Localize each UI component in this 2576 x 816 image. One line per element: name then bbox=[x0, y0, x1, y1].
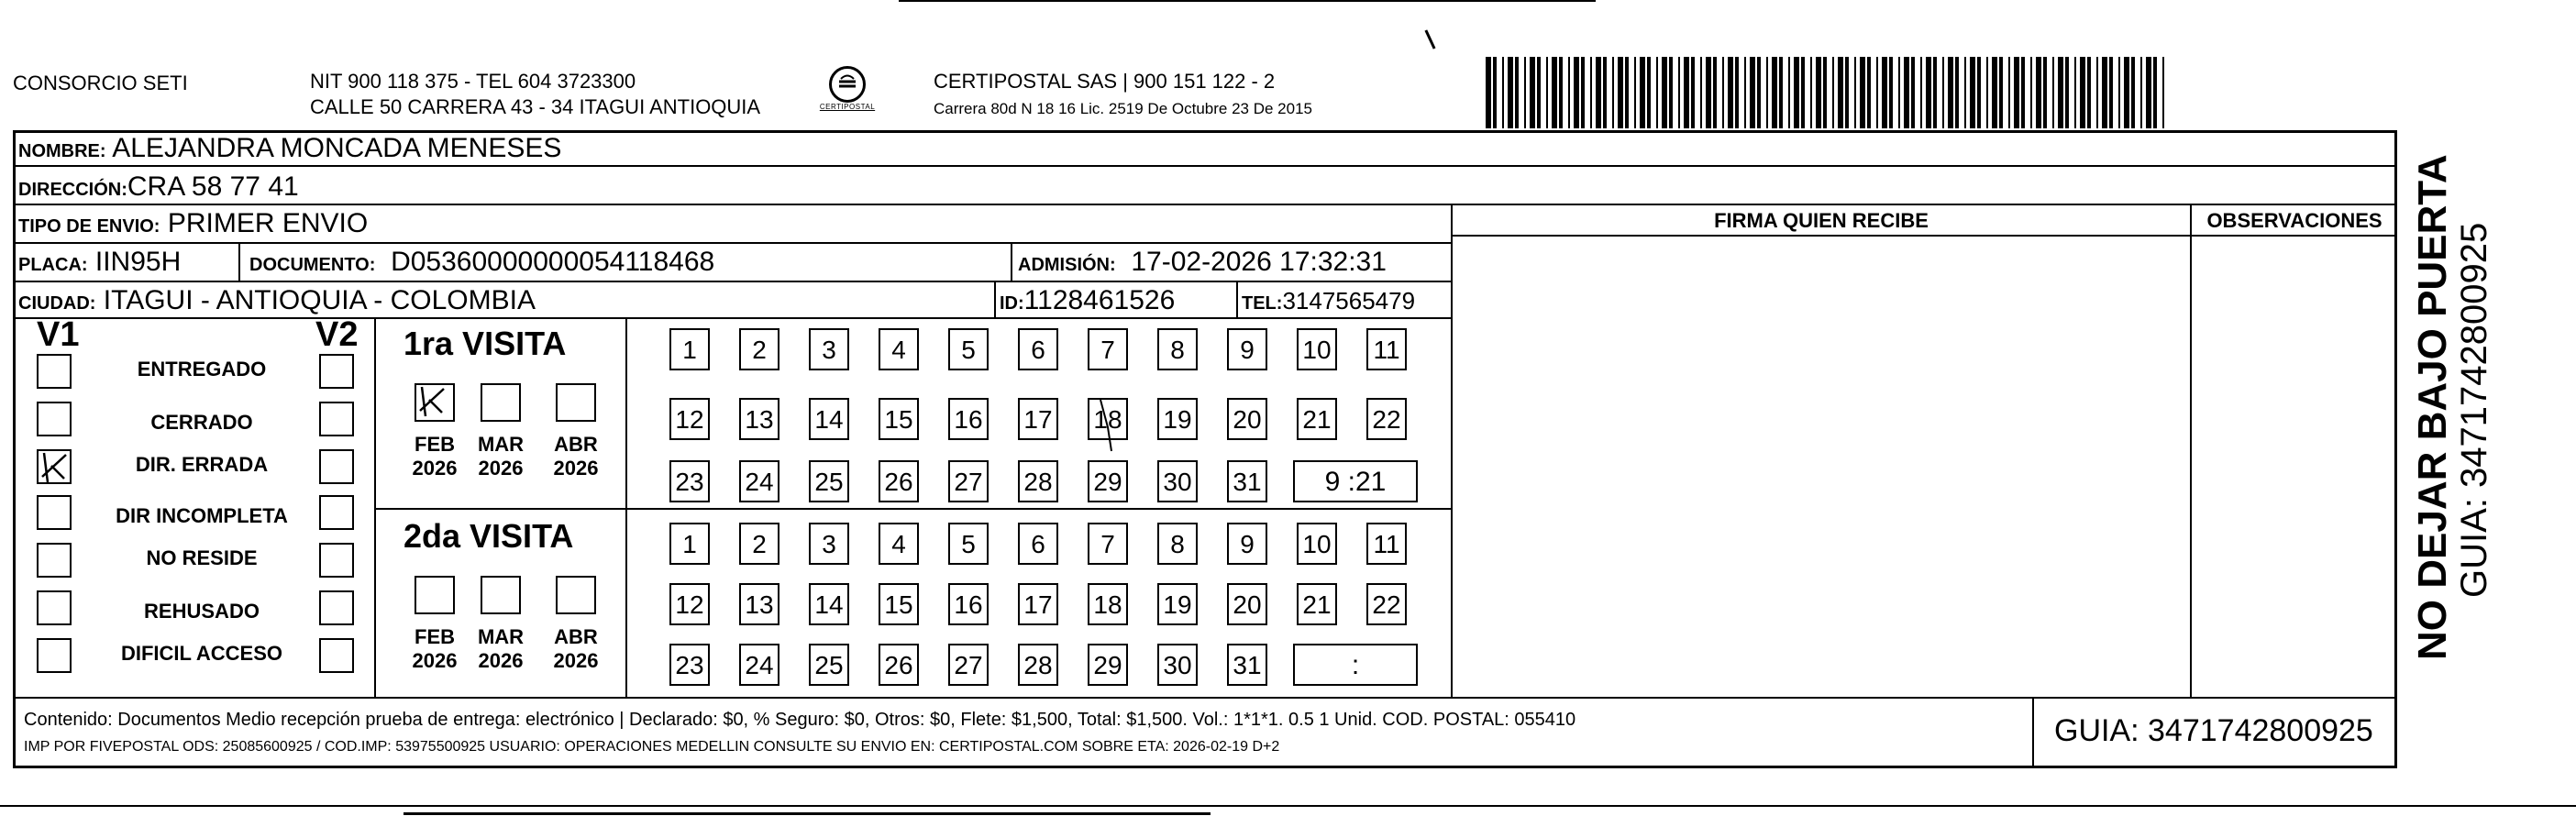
barcode-bar bbox=[1493, 57, 1497, 128]
barcode-bar bbox=[1750, 57, 1755, 128]
content-summary: Contenido: Documentos Medio recepción prueba de entrega: electrónico | Declarado: $0, % Seguro: $0, Otros: $0, Flete: $1,500, Total: $1,500. Vol.: 1*1*1. 0.5 1 Unid. COD. POSTAL: 055410 bbox=[24, 710, 1576, 730]
admision-value: 17-02-2026 17:32:31 bbox=[1131, 247, 1387, 277]
barcode-bar bbox=[1977, 57, 1981, 128]
v2-checkbox[interactable] bbox=[319, 638, 354, 673]
day-box[interactable]: 23 bbox=[669, 644, 710, 686]
barcode-bar bbox=[1876, 57, 1878, 128]
barcode-bar bbox=[1713, 57, 1717, 128]
barcode-bar bbox=[1772, 57, 1777, 128]
day-box[interactable]: 20 bbox=[1227, 398, 1267, 440]
day-box[interactable]: 15 bbox=[879, 398, 919, 440]
guia-number: GUIA: 3471742800925 bbox=[2054, 713, 2373, 748]
day-box[interactable]: 19 bbox=[1157, 583, 1198, 625]
barcode-bar bbox=[1845, 57, 1849, 128]
row-divider bbox=[13, 204, 2397, 205]
barcode-bar bbox=[1898, 57, 1900, 128]
barcode-bar bbox=[1581, 57, 1585, 128]
barcode-bar bbox=[1568, 57, 1570, 128]
barcode-bar bbox=[1810, 57, 1812, 128]
ciudad-value: ITAGUI - ANTIOQUIA - COLOMBIA bbox=[103, 285, 536, 315]
barcode-bar bbox=[2146, 57, 2151, 128]
barcode-bar bbox=[2030, 57, 2032, 128]
day-box[interactable]: 12 bbox=[669, 398, 710, 440]
scan-edge bbox=[0, 805, 2576, 807]
placa-field: PLACA: IIN95H bbox=[18, 247, 182, 277]
day-box[interactable]: 19 bbox=[1157, 398, 1198, 440]
observaciones-header: OBSERVACIONES bbox=[2206, 209, 2383, 232]
barcode-bar bbox=[1794, 57, 1799, 128]
nit-line: NIT 900 118 375 - TEL 604 3723300 bbox=[310, 70, 636, 93]
month-checkbox[interactable] bbox=[415, 383, 455, 422]
month-label bbox=[464, 625, 537, 673]
admision-field: ADMISIÓN: 17-02-2026 17:32:31 bbox=[1018, 247, 1387, 277]
tel-field: TEL:3147565479 bbox=[1242, 287, 1416, 314]
barcode-bar bbox=[2096, 57, 2098, 128]
day-box[interactable]: 22 bbox=[1366, 398, 1407, 440]
documento-field: DOCUMENTO: D05360000000054118468 bbox=[249, 247, 715, 277]
barcode-bar bbox=[1515, 57, 1519, 128]
placa-value: IIN95H bbox=[94, 247, 182, 277]
month-year: 2026 bbox=[412, 649, 458, 672]
barcode-bar bbox=[1618, 57, 1623, 128]
day-box[interactable]: 5 bbox=[948, 523, 989, 565]
barcode-bar bbox=[1559, 57, 1563, 128]
day-box[interactable]: 3 bbox=[809, 523, 849, 565]
month-name: FEB bbox=[415, 625, 455, 648]
v1-checkbox[interactable] bbox=[37, 590, 72, 625]
v2-checkbox[interactable] bbox=[319, 543, 354, 578]
barcode-bar bbox=[1854, 57, 1856, 128]
month-checkbox[interactable] bbox=[556, 383, 596, 422]
day-box[interactable]: 20 bbox=[1227, 583, 1267, 625]
barcode-bar bbox=[1999, 57, 2003, 128]
month-label bbox=[539, 433, 613, 480]
day-box[interactable]: 30 bbox=[1157, 644, 1198, 686]
barcode-bar bbox=[1926, 57, 1931, 128]
nombre-field: NOMBRE: ALEJANDRA MONCADA MENESES bbox=[18, 133, 562, 163]
id-value: 1128461526 bbox=[1023, 285, 1176, 315]
scan-edge bbox=[899, 0, 1596, 2]
barcode-bar bbox=[1744, 57, 1746, 128]
day-box[interactable]: 8 bbox=[1157, 328, 1198, 370]
barcode-bar bbox=[1552, 57, 1557, 128]
day-box[interactable]: 15 bbox=[879, 583, 919, 625]
scan-edge bbox=[404, 812, 1211, 815]
barcode-bar bbox=[1700, 57, 1702, 128]
day-box[interactable]: 2 bbox=[739, 523, 779, 565]
barcode-bar bbox=[1942, 57, 1944, 128]
barcode-bar bbox=[1508, 57, 1513, 128]
tel-value: 3147565479 bbox=[1282, 287, 1416, 314]
day-box[interactable]: 3 bbox=[809, 328, 849, 370]
barcode-bar bbox=[1684, 57, 1689, 128]
certipostal-logo: CERTIPOSTAL bbox=[811, 66, 884, 111]
month-label bbox=[539, 625, 613, 673]
status-label: DIR. ERRADA bbox=[135, 453, 269, 476]
barcode-bar bbox=[1816, 57, 1821, 128]
month-checkbox[interactable] bbox=[481, 576, 521, 614]
month-year: 2026 bbox=[478, 649, 524, 672]
month-name: ABR bbox=[554, 625, 598, 648]
barcode-bar bbox=[1970, 57, 1975, 128]
v2-checkbox[interactable] bbox=[319, 590, 354, 625]
barcode-bar bbox=[1948, 57, 1953, 128]
v1-checkbox[interactable] bbox=[37, 449, 72, 484]
day-box[interactable]: 6 bbox=[1018, 523, 1058, 565]
day-box[interactable]: 13 bbox=[739, 583, 779, 625]
barcode-bar bbox=[1596, 57, 1601, 128]
day-box[interactable]: 2 bbox=[739, 328, 779, 370]
day-box[interactable]: 1 bbox=[669, 523, 710, 565]
ciudad-field: CIUDAD: ITAGUI - ANTIOQUIA - COLOMBIA bbox=[18, 285, 536, 315]
status-label: REHUSADO bbox=[144, 600, 260, 623]
barcode-bar bbox=[2036, 57, 2041, 128]
barcode-bar bbox=[1986, 57, 1988, 128]
visit-1-title: 1ra VISITA bbox=[404, 325, 567, 362]
barcode-bar bbox=[1964, 57, 1966, 128]
barcode-bar bbox=[2102, 57, 2107, 128]
v1-checkbox[interactable] bbox=[37, 543, 72, 578]
id-field: ID:1128461526 bbox=[1000, 285, 1176, 315]
day-box[interactable]: 10 bbox=[1297, 523, 1337, 565]
barcode-bar bbox=[1634, 57, 1636, 128]
day-box[interactable]: 9 bbox=[1227, 328, 1267, 370]
carrier-address: Carrera 80d N 18 16 Lic. 2519 De Octubre 23 De 2015 bbox=[934, 100, 1312, 117]
barcode-bar bbox=[1669, 57, 1673, 128]
day-box[interactable]: 10 bbox=[1297, 328, 1337, 370]
side-guia-number: GUIA: 3471742800925 bbox=[2454, 222, 2494, 598]
barcode-bar bbox=[1537, 57, 1541, 128]
col-divider bbox=[994, 281, 996, 317]
day-box[interactable]: 31 bbox=[1227, 460, 1267, 502]
status-label: DIR INCOMPLETA bbox=[116, 504, 288, 527]
barcode-bar bbox=[2052, 57, 2054, 128]
barcode-bar bbox=[1779, 57, 1783, 128]
day-box[interactable]: 28 bbox=[1018, 644, 1058, 686]
v2-checkbox[interactable] bbox=[319, 495, 354, 530]
barcode-bar bbox=[1832, 57, 1834, 128]
day-mark-icon bbox=[1088, 391, 1128, 455]
v1-checkbox[interactable] bbox=[37, 354, 72, 389]
day-box[interactable]: 30 bbox=[1157, 460, 1198, 502]
day-box[interactable]: 29 bbox=[1088, 460, 1128, 502]
v2-checkbox[interactable] bbox=[319, 449, 354, 484]
day-box[interactable]: 22 bbox=[1366, 583, 1407, 625]
documento-value: D05360000000054118468 bbox=[391, 247, 715, 277]
barcode-bar bbox=[1524, 57, 1526, 128]
day-box[interactable]: 21 bbox=[1297, 583, 1337, 625]
day-box[interactable]: 16 bbox=[948, 583, 989, 625]
month-name: MAR bbox=[477, 433, 525, 456]
day-box[interactable]: 13 bbox=[739, 398, 779, 440]
status-label: DIFICIL ACCESO bbox=[120, 642, 282, 665]
v1-checkbox[interactable] bbox=[37, 638, 72, 673]
day-box[interactable]: 31 bbox=[1227, 644, 1267, 686]
direccion-field: DIRECCIÓN:CRA 58 77 41 bbox=[18, 171, 299, 202]
day-box[interactable]: 25 bbox=[809, 644, 849, 686]
company-name: CONSORCIO SETI bbox=[13, 72, 188, 94]
day-box[interactable]: 26 bbox=[879, 644, 919, 686]
day-box[interactable]: 28 bbox=[1018, 460, 1058, 502]
visit-time-box[interactable]: 9 :21 bbox=[1293, 460, 1418, 502]
barcode-bar bbox=[2080, 57, 2085, 128]
barcode-bar bbox=[1574, 57, 1579, 128]
barcode-bar bbox=[1992, 57, 1997, 128]
day-box[interactable]: 29 bbox=[1088, 644, 1128, 686]
barcode-bar bbox=[1728, 57, 1733, 128]
v2-checkbox[interactable] bbox=[319, 354, 354, 389]
row-divider bbox=[1451, 235, 2397, 237]
col-divider bbox=[374, 317, 376, 697]
month-checkbox[interactable] bbox=[481, 383, 521, 422]
month-label bbox=[464, 433, 537, 480]
barcode-bar bbox=[2074, 57, 2076, 128]
barcode-bar bbox=[1955, 57, 1959, 128]
month-name: FEB bbox=[415, 433, 455, 456]
barcode-bar bbox=[1766, 57, 1768, 128]
day-box[interactable]: 6 bbox=[1018, 328, 1058, 370]
month-checkbox[interactable] bbox=[556, 576, 596, 614]
barcode-bar bbox=[2162, 57, 2164, 128]
barcode-bar bbox=[2021, 57, 2025, 128]
month-year: 2026 bbox=[553, 457, 599, 480]
row-divider bbox=[13, 281, 1451, 282]
v2-header: V2 bbox=[315, 315, 359, 354]
barcode-bar bbox=[1838, 57, 1843, 128]
barcode-bar bbox=[2008, 57, 2010, 128]
month-year: 2026 bbox=[553, 649, 599, 672]
barcode-bar bbox=[1647, 57, 1651, 128]
barcode-bar bbox=[1662, 57, 1667, 128]
month-checkbox[interactable] bbox=[415, 576, 455, 614]
barcode-bar bbox=[2124, 57, 2129, 128]
day-box[interactable]: 16 bbox=[948, 398, 989, 440]
address-line: CALLE 50 CARRERA 43 - 34 ITAGUI ANTIOQUIA bbox=[310, 95, 761, 118]
barcode-bar bbox=[1486, 57, 1491, 128]
barcode-bar bbox=[1904, 57, 1909, 128]
day-box[interactable]: 14 bbox=[809, 583, 849, 625]
barcode-bar bbox=[1625, 57, 1629, 128]
day-box[interactable]: 27 bbox=[948, 644, 989, 686]
col-divider bbox=[238, 242, 240, 281]
scan-mark bbox=[1424, 29, 1435, 49]
row-divider bbox=[13, 242, 1451, 244]
logo-icon bbox=[829, 66, 866, 103]
check-mark-icon bbox=[37, 449, 72, 484]
v1-header: V1 bbox=[37, 315, 80, 354]
barcode-bar bbox=[2153, 57, 2157, 128]
day-box[interactable]: 17 bbox=[1018, 398, 1058, 440]
col-divider bbox=[2032, 697, 2034, 768]
barcode-bar bbox=[2140, 57, 2142, 128]
barcode-bar bbox=[1920, 57, 1922, 128]
day-box[interactable]: 27 bbox=[948, 460, 989, 502]
status-label: CERRADO bbox=[150, 411, 253, 434]
day-box[interactable]: 11 bbox=[1366, 523, 1407, 565]
month-label bbox=[398, 625, 471, 673]
v2-checkbox[interactable] bbox=[319, 402, 354, 436]
v1-checkbox[interactable] bbox=[37, 495, 72, 530]
barcode-bar bbox=[1678, 57, 1680, 128]
tipo-envio-field: TIPO DE ENVIO: PRIMER ENVIO bbox=[18, 208, 369, 238]
check-mark-icon bbox=[415, 383, 449, 418]
observaciones-area[interactable] bbox=[2192, 238, 2397, 697]
firma-signature-area[interactable] bbox=[1453, 238, 2190, 697]
day-box[interactable]: 14 bbox=[809, 398, 849, 440]
day-box[interactable]: 17 bbox=[1018, 583, 1058, 625]
print-info: IMP POR FIVEPOSTAL ODS: 25085600925 / COD.IMP: 53975500925 USUARIO: OPERACIONES MEDELLIN CONSULTE SU ENVIO EN: CERTIPOSTAL.COM SOBRE ETA: 2026-02-19 D+2 bbox=[24, 739, 1280, 755]
status-label: ENTREGADO bbox=[137, 358, 267, 380]
month-label bbox=[398, 433, 471, 480]
day-box[interactable]: 7 bbox=[1088, 523, 1128, 565]
day-box[interactable]: 4 bbox=[879, 328, 919, 370]
barcode-bar bbox=[2058, 57, 2063, 128]
barcode-bar bbox=[1889, 57, 1893, 128]
month-name: ABR bbox=[554, 433, 598, 456]
row-divider bbox=[374, 508, 1451, 510]
day-box[interactable]: 24 bbox=[739, 460, 779, 502]
barcode-bar bbox=[2065, 57, 2069, 128]
day-box[interactable]: 21 bbox=[1297, 398, 1337, 440]
barcode-bar bbox=[1530, 57, 1535, 128]
barcode-bar bbox=[1691, 57, 1695, 128]
barcode-bar bbox=[2118, 57, 2120, 128]
barcode-bar bbox=[1788, 57, 1790, 128]
barcode bbox=[1486, 57, 2173, 128]
day-box[interactable]: 18 bbox=[1088, 583, 1128, 625]
day-box[interactable]: 12 bbox=[669, 583, 710, 625]
barcode-bar bbox=[1656, 57, 1658, 128]
barcode-bar bbox=[1546, 57, 1548, 128]
day-box[interactable]: 9 bbox=[1227, 523, 1267, 565]
barcode-bar bbox=[2131, 57, 2135, 128]
barcode-bar bbox=[1640, 57, 1645, 128]
day-box[interactable]: 8 bbox=[1157, 523, 1198, 565]
barcode-bar bbox=[1867, 57, 1871, 128]
visit-time-box[interactable]: : bbox=[1293, 644, 1418, 686]
col-divider bbox=[1011, 242, 1012, 281]
barcode-bar bbox=[1603, 57, 1607, 128]
day-box[interactable]: 26 bbox=[879, 460, 919, 502]
day-box[interactable]: 7 bbox=[1088, 328, 1128, 370]
col-divider bbox=[625, 317, 627, 697]
barcode-bar bbox=[2043, 57, 2047, 128]
nombre-value: ALEJANDRA MONCADA MENESES bbox=[112, 133, 562, 163]
carrier-line: CERTIPOSTAL SAS | 900 151 122 - 2 bbox=[934, 70, 1276, 93]
month-name: MAR bbox=[477, 625, 525, 648]
day-box[interactable]: 1 bbox=[669, 328, 710, 370]
tipo-envio-value: PRIMER ENVIO bbox=[167, 208, 369, 238]
barcode-bar bbox=[1801, 57, 1805, 128]
barcode-bar bbox=[1933, 57, 1937, 128]
row-divider bbox=[13, 697, 2397, 699]
visit-2-title: 2da VISITA bbox=[404, 517, 574, 555]
day-box[interactable]: 4 bbox=[879, 523, 919, 565]
no-dejar-warning: NO DEJAR BAJO PUERTA bbox=[2410, 154, 2455, 660]
firma-header: FIRMA QUIEN RECIBE bbox=[1714, 209, 1929, 232]
day-box[interactable]: 25 bbox=[809, 460, 849, 502]
day-box[interactable]: 24 bbox=[739, 644, 779, 686]
direccion-value: CRA 58 77 41 bbox=[127, 171, 299, 202]
barcode-bar bbox=[1911, 57, 1915, 128]
v1-checkbox[interactable] bbox=[37, 402, 72, 436]
month-year: 2026 bbox=[412, 457, 458, 480]
barcode-bar bbox=[1882, 57, 1887, 128]
barcode-bar bbox=[1706, 57, 1711, 128]
barcode-bar bbox=[1823, 57, 1827, 128]
barcode-bar bbox=[1590, 57, 1592, 128]
barcode-bar bbox=[1612, 57, 1614, 128]
barcode-bar bbox=[1757, 57, 1761, 128]
barcode-bar bbox=[2014, 57, 2019, 128]
barcode-bar bbox=[1502, 57, 1504, 128]
day-box[interactable]: 11 bbox=[1366, 328, 1407, 370]
barcode-bar bbox=[2109, 57, 2113, 128]
day-box[interactable]: 18 bbox=[1088, 398, 1128, 440]
barcode-bar bbox=[2087, 57, 2091, 128]
col-divider bbox=[1236, 281, 1238, 317]
day-box[interactable]: 5 bbox=[948, 328, 989, 370]
barcode-bar bbox=[1735, 57, 1739, 128]
barcode-bar bbox=[1860, 57, 1865, 128]
status-label: NO RESIDE bbox=[146, 546, 258, 569]
barcode-bar bbox=[1722, 57, 1724, 128]
month-year: 2026 bbox=[478, 457, 524, 480]
day-box[interactable]: 23 bbox=[669, 460, 710, 502]
